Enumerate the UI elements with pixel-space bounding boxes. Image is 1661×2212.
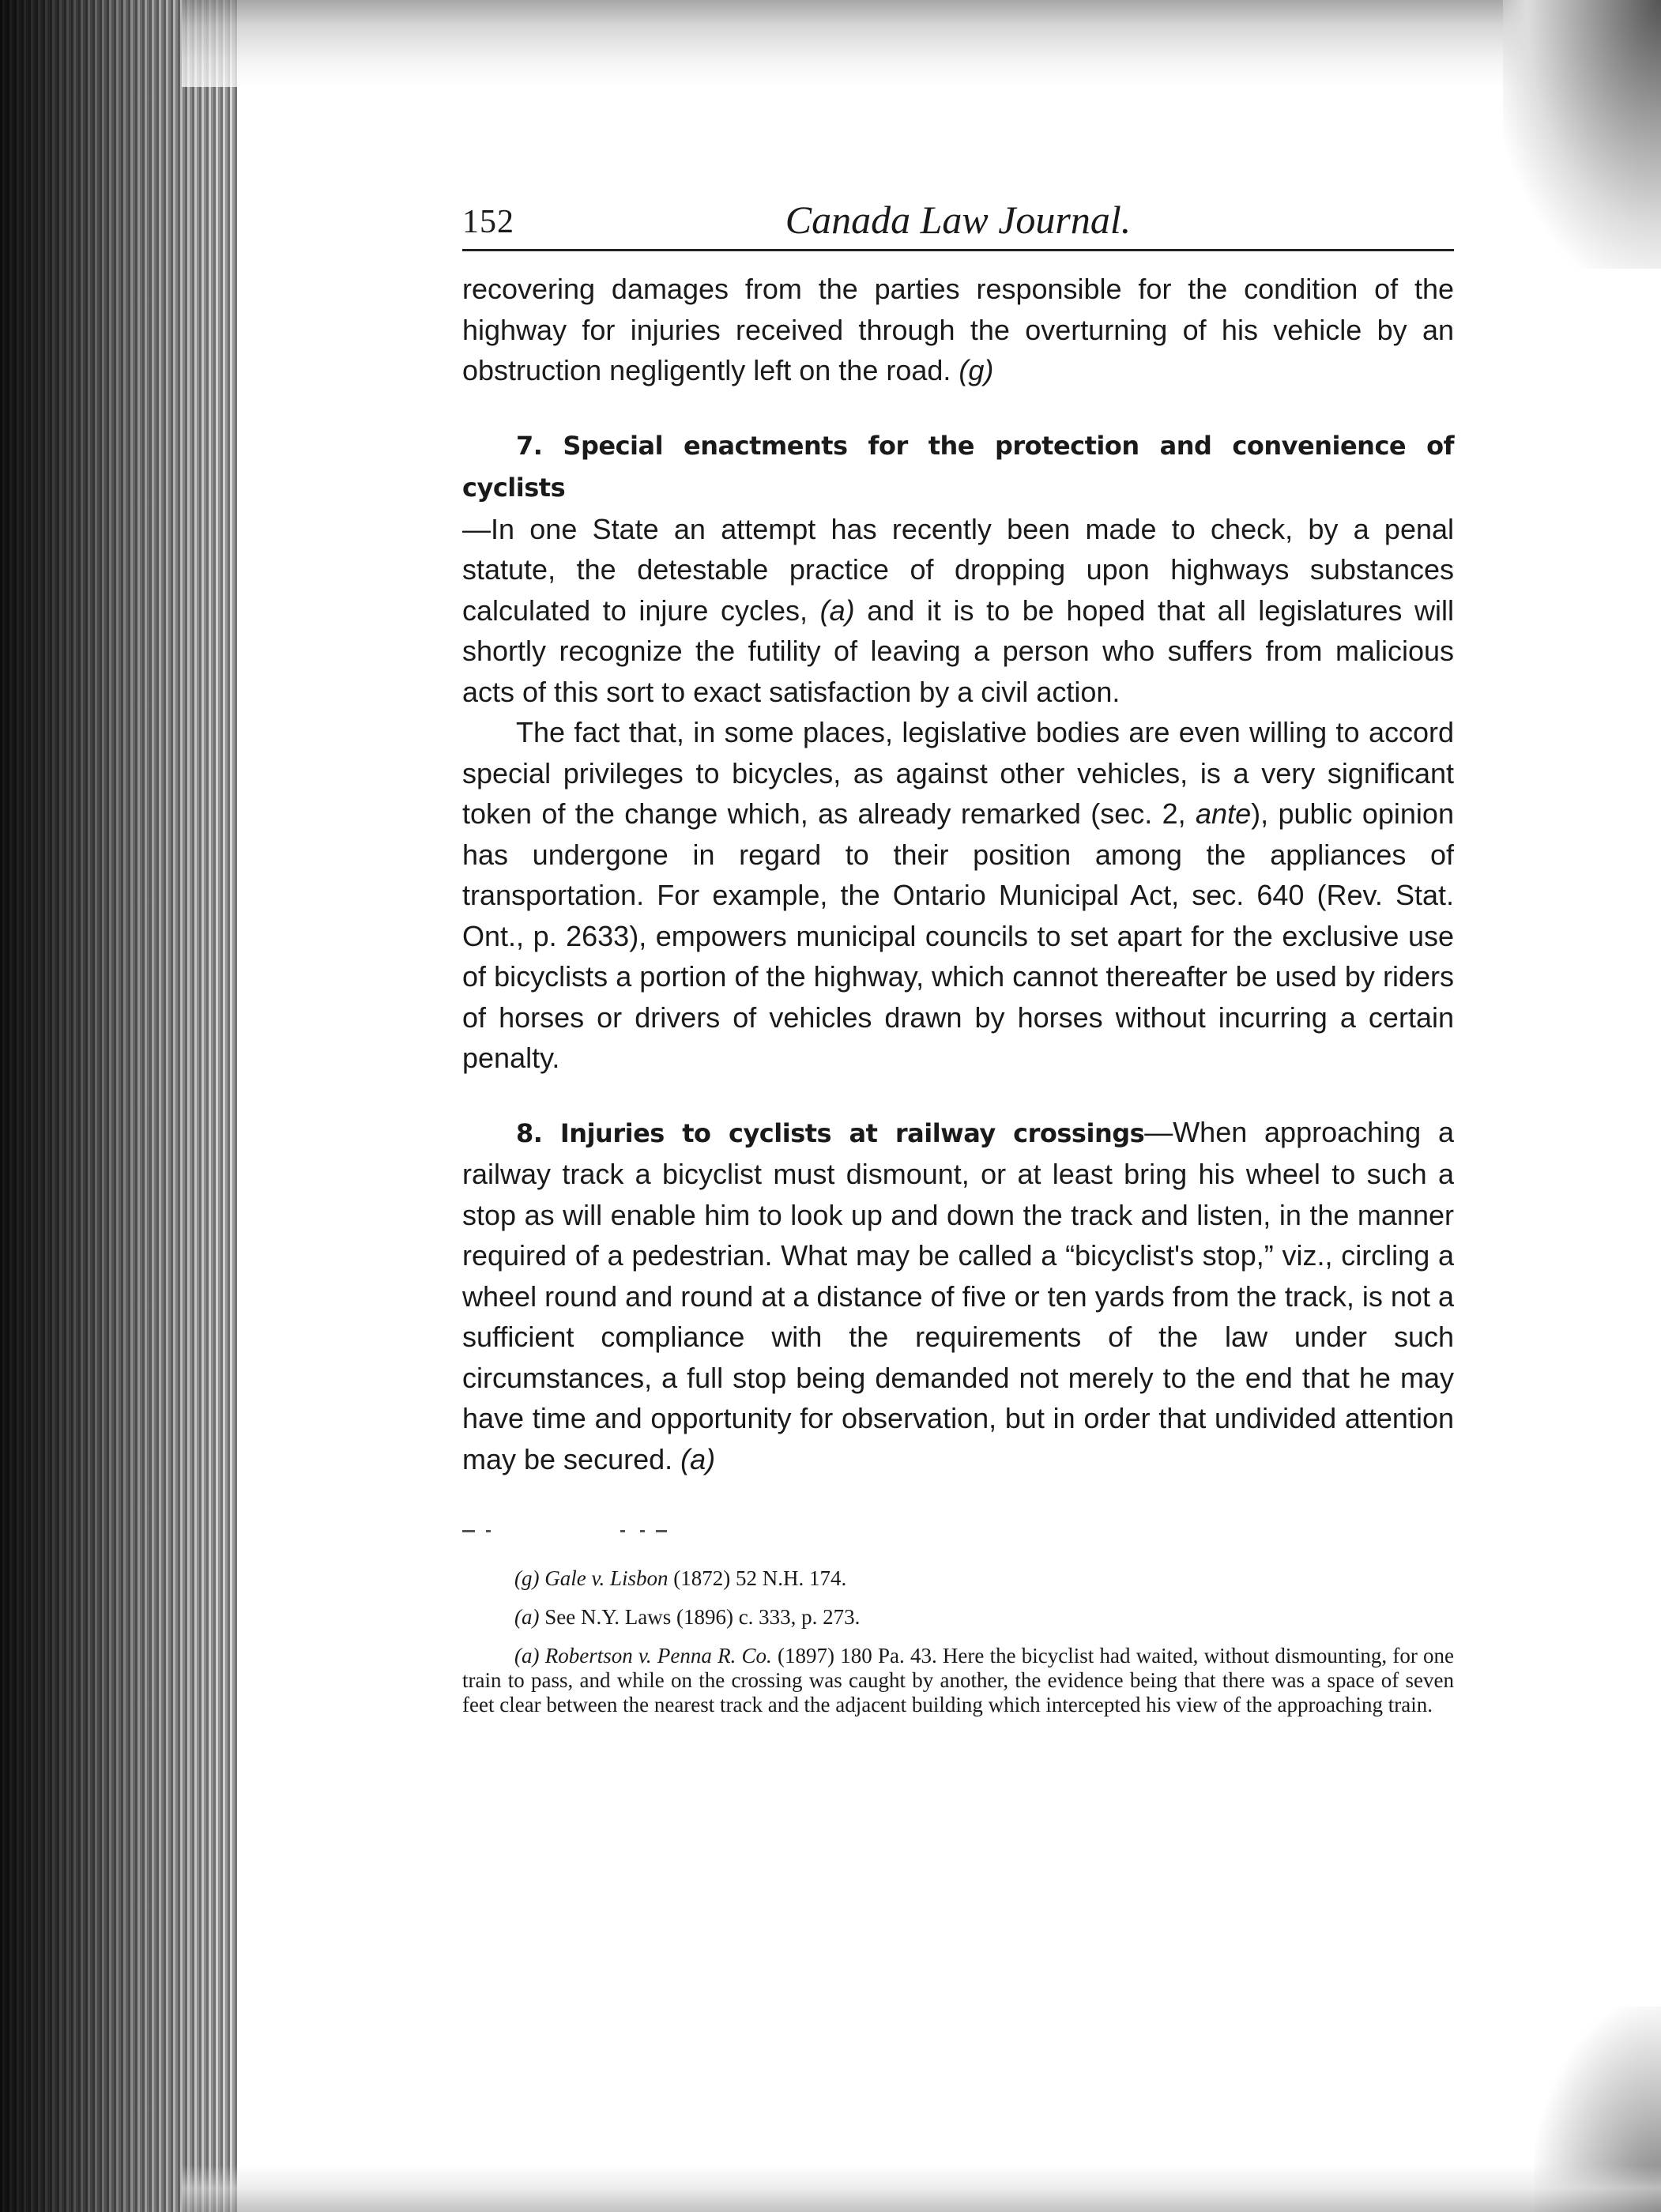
section-7-paragraph-1: [462, 424, 1454, 713]
footnote-ref-a: (a): [819, 594, 855, 627]
section-7-para-2-tail: ), public opinion has undergone in regard to their position among the appliances of transportation. For example, the Ontario Municipal Act, sec. 640 (Rev. Stat. Ont., p. 2633), empowers municipal councils to set apart for the exclusive use of bicyclists a portion of the highway, which cannot thereafter be used by riders of horses or drivers of vehicles drawn by horses without incurring a certain penalty.: [462, 797, 1454, 1074]
footnote-a-2-case: Robertson v. Penna R. Co.: [544, 1644, 772, 1667]
section-8-title: Injuries to cyclists at railway crossings: [559, 1117, 1145, 1148]
intro-paragraph: [462, 269, 1454, 391]
section-7-heading: [462, 431, 1454, 503]
section-7: [462, 424, 1454, 1079]
section-7-para-1-lead: —In one State an attempt has recently been made to check, by a penal statute, the detestable practice of dropping upon highways substances calculated to injure cycles,: [462, 512, 1454, 627]
footnote-divider: [462, 1524, 1454, 1547]
section-8: [462, 1112, 1454, 1480]
section-8-paragraph-1: [462, 1112, 1454, 1480]
scan-top-edge-shadow: [182, 0, 1661, 87]
footnote-a-1-label: (a): [514, 1605, 540, 1629]
journal-page: [462, 194, 1454, 1732]
section-8-heading: [516, 1118, 1144, 1148]
section-8-number: 8.: [516, 1117, 543, 1148]
footnote-a-2: [462, 1644, 1454, 1717]
footnote-a-1-text: See N.Y. Laws (1896) c. 333, p. 273.: [544, 1605, 861, 1629]
section-7-paragraph-2: [462, 712, 1454, 1079]
divider-mark: [656, 1530, 667, 1532]
scan-top-right-shadow: [1503, 0, 1661, 269]
footnote-a-2-label: (a): [514, 1644, 540, 1667]
section-7-para-1-tail: and it is to be hoped that all legislatures will shortly recognize the futility of leaving a person who suffers from malicious acts of this sort to exact satisfaction by a civil action.: [462, 594, 1454, 708]
footnote-ref-g: (g): [959, 354, 994, 386]
section-8-para-1-lead: —When approaching a railway track a bicyclist must dismount, or at least bring his wheel to such a stop as will enable him to look up and down the track and listen, in the manner required of a pedestrian. What may be called a “bicyclist's stop,” viz., circling a wheel round and round at a distance of five or ten yards from the track, is not a sufficient compliance with the requirements of the law under such circumstances, a full stop being demanded not merely to the end that he may have time and opportunity for observation, but in order that undivided attention may be secured.: [462, 1115, 1455, 1475]
running-head: Canada Law Journal.: [785, 198, 1132, 242]
footnote-a-1: [462, 1605, 1454, 1630]
divider-mark: [620, 1530, 625, 1532]
footnote-g-text: (1872) 52 N.H. 174.: [673, 1566, 847, 1590]
section-7-number: 7.: [516, 430, 543, 461]
footnote-g-label: (g): [514, 1566, 540, 1590]
footnotes: [462, 1566, 1454, 1717]
divider-mark: [640, 1530, 645, 1532]
divider-mark: [462, 1530, 475, 1532]
section-7-para-2-lead: The fact that, in some places, legislative bodies are even willing to accord special privileges to bicycles, as against other vehicles, is a very significant token of the change which, as already remarked (sec. 2,: [462, 716, 1454, 830]
scan-bottom-edge-shadow: [182, 2165, 1661, 2212]
scan-left-edge-shadow: [0, 0, 237, 2212]
footnote-g: [462, 1566, 1454, 1591]
page-number: 152: [462, 204, 514, 240]
intro-text: recovering damages from the parties responsible for the condition of the highway for injuries received through the overturning of his vehicle by an obstruction negligently left on the road.: [462, 273, 1454, 386]
section-7-title: Special enactments for the protection and convenience of cyclists: [462, 430, 1454, 503]
divider-mark: [486, 1530, 491, 1532]
ante-italic: ante: [1196, 797, 1252, 830]
footnote-ref-a-2: (a): [680, 1442, 716, 1475]
footnote-a-2-text: (1897) 180 Pa. 43. Here the bicyclist had waited, without dismounting, for one train to pass, and while on the crossing was caught by another, the evidence being that there was a space of seven feet clear between the nearest track and the adjacent building which intercepted his view of the approaching train.: [462, 1644, 1455, 1716]
page-header: [462, 194, 1454, 251]
body-text: [462, 269, 1454, 1479]
footnote-g-case: Gale v. Lisbon: [544, 1566, 669, 1590]
